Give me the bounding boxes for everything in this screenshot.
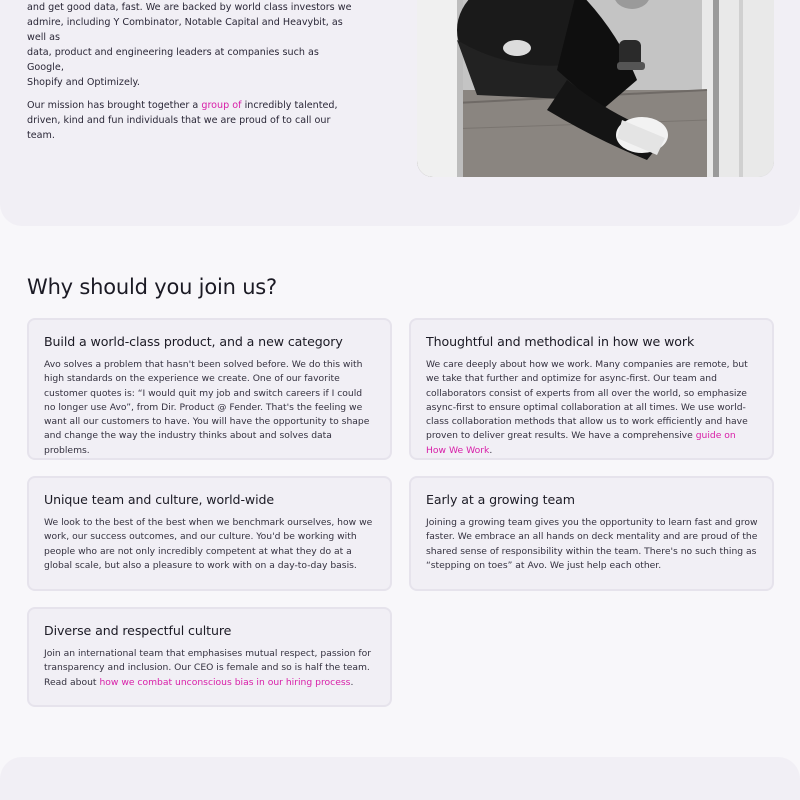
why-join-title: Why should you join us?	[27, 275, 277, 299]
card-diverse-culture	[27, 607, 392, 707]
card-text: We look to the best of the best when we benchmark ourselves, how we work, our success outcomes, and our culture. You'd be working with people who are not only incredibly competent at what they do at a global scale, but also a pleasure to work with on a day-to-day basis.	[44, 517, 373, 571]
team-photo	[417, 0, 774, 177]
card-text: Joining a growing team gives you the opportunity to learn fast and grow faster. We embrace an all hands on deck mentality and are proud of the shared sense of responsibility within the team. There's no such thing as “stepping on toes” at Avo. We just help each other.	[426, 517, 758, 571]
card-title: Diverse and respectful culture	[44, 623, 232, 638]
card-title: Build a world-class product, and a new category	[44, 334, 343, 349]
about-paragraph-2: Our mission has brought together a group of incredibly talented, driven, kind and fun individuals that we are proud of to call our team.	[27, 100, 338, 141]
card-world-class-product	[27, 318, 392, 460]
about-paragraph-1: and get good data, fast. We are backed by world class investors we admire, including Y Combinator, Notable Capital and Heavybit, as well as data, product and engineering leaders at companies such as Google, Shopify and Optimizely.	[27, 2, 352, 88]
card-title: Early at a growing team	[426, 492, 575, 507]
card-how-we-work	[409, 318, 774, 460]
card-unique-team	[27, 476, 392, 591]
card-text: We care deeply about how we work. Many companies are remote, but we take that further and optimize for async-first. Our team and collaborators consist of experts from all over the world, so emphasize async-first to ensure optimal collaboration at all times. We use world-class collaboration methods that allow us to work efficiently and have proven to deliver great results. We have a comprehensive guide on How We Work.	[426, 359, 748, 456]
how-we-work-link[interactable]: guide on How We Work	[426, 430, 736, 456]
card-title: Unique team and culture, world-wide	[44, 492, 275, 507]
unconscious-bias-link[interactable]: how we combat unconscious bias in our hiring process	[99, 676, 351, 688]
card-text: Avo solves a problem that hasn't been solved before. We do this with high standards on the experience we create. One of our favorite customer quotes is: “I would quit my job and switch careers if I could no longer use Avo”, from Dir. Product @ Fender. That's the feeling we want all our customers to have. You will have the opportunity to shape and change the way the industry thinks about and solves data problems.	[44, 359, 370, 456]
group-link[interactable]: group of	[201, 100, 242, 111]
card-early-growing-team	[409, 476, 774, 591]
next-section	[0, 757, 800, 800]
about-text	[27, 0, 357, 151]
card-title: Thoughtful and methodical in how we work	[426, 334, 695, 349]
card-text: Join an international team that emphasises mutual respect, passion for transparency and inclusion. Our CEO is female and so is half the team. Read about how we combat unconscious bias in our hiring process.	[44, 648, 371, 688]
team-photo-image	[417, 0, 774, 177]
